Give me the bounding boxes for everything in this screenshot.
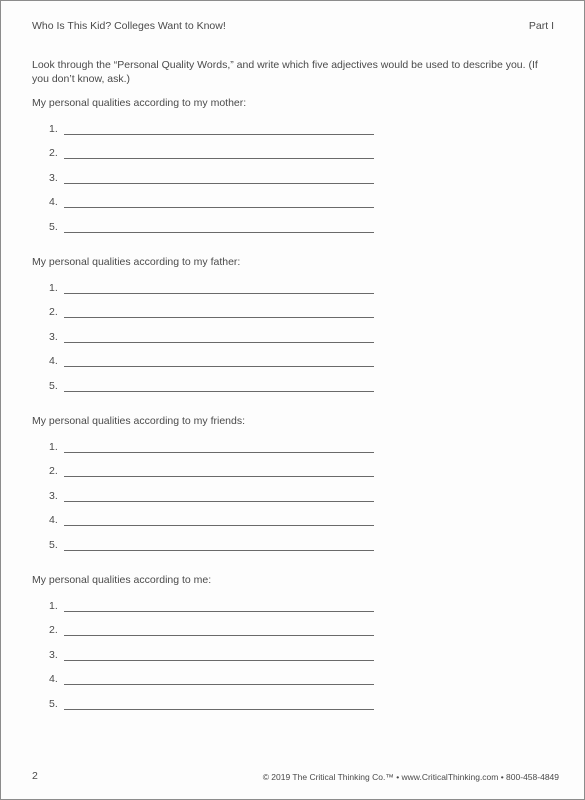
line-number: 3. [49,489,58,502]
answer-line-row [32,612,392,637]
answer-blank-line[interactable] [64,709,374,710]
line-number: 4. [49,196,58,208]
answer-line-row [32,587,392,612]
answer-line-row [32,269,392,294]
line-number: 4. [49,514,58,526]
answer-line-row [32,184,392,209]
line-number: 5. [49,379,58,392]
answer-line-row [32,477,392,502]
line-number: 1. [49,599,58,612]
answer-line-row [32,159,392,184]
answer-line-row [32,110,392,135]
line-number: 3. [49,330,58,343]
line-number: 1. [49,440,58,453]
footer-credit: © 2019 The Critical Thinking Co.™ • www.CriticalThinking.com • 800-458-4849 [262,772,559,782]
instructions-text: Look through the “Personal Quality Words,” and write which five adjectives would be used to describe you. (If you don’t know, ask.) [32,59,538,85]
answer-line-row [32,453,392,478]
answer-line-row [32,294,392,319]
header-part-label: Part I [528,20,554,32]
qualities-section-mother [32,96,392,233]
answer-line-row [32,428,392,453]
qualities-section-father [32,255,392,392]
line-number: 2. [49,306,58,318]
answer-line-row [32,135,392,160]
answer-line-row [32,502,392,527]
qualities-section-friends [32,414,392,551]
line-number: 2. [49,465,58,477]
line-number: 5. [49,697,58,710]
line-number: 3. [49,648,58,661]
answer-line-row [32,685,392,710]
qualities-section-me [32,573,392,710]
line-number: 5. [49,220,58,233]
line-number: 5. [49,538,58,551]
line-number: 1. [49,281,58,294]
answer-line-row [32,318,392,343]
answer-blank-line[interactable] [64,232,374,233]
page-number: 2 [32,770,38,782]
answer-blank-line[interactable] [64,391,374,392]
section-heading: My personal qualities according to me: [32,574,212,586]
answer-line-row [32,636,392,661]
header-title: Who Is This Kid? Colleges Want to Know! [32,20,226,32]
line-number: 4. [49,355,58,367]
answer-line-row [32,526,392,551]
answer-line-row [32,367,392,392]
line-number: 3. [49,171,58,184]
line-number: 4. [49,673,58,685]
section-heading: My personal qualities according to my friends: [32,415,246,427]
answer-line-row [32,661,392,686]
line-number: 2. [49,624,58,636]
answer-blank-line[interactable] [64,550,374,551]
section-heading: My personal qualities according to my father: [32,256,241,268]
answer-line-row [32,208,392,233]
line-number: 1. [49,122,58,135]
line-number: 2. [49,147,58,159]
answer-line-row [32,343,392,368]
section-heading: My personal qualities according to my mother: [32,97,247,109]
